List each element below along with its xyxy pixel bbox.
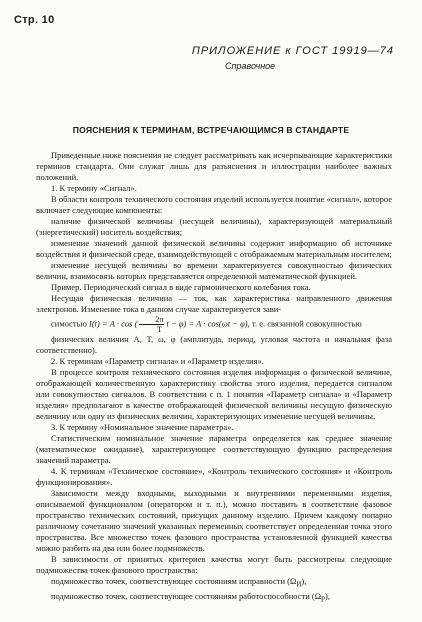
subset-subscript: И bbox=[296, 580, 302, 589]
paragraph: 3. К термину «Номинальное значение параметра». bbox=[51, 422, 234, 432]
formula-part-b: t − φ) = A · cos(ωt − φ), bbox=[166, 318, 250, 329]
formula-fraction bbox=[139, 315, 164, 334]
formula-line bbox=[36, 315, 392, 334]
subset-close: ), bbox=[324, 590, 330, 601]
paragraph: 2. К терминам «Параметр сигнала» и «Параметр изделия». bbox=[51, 356, 264, 366]
fraction-denominator: T bbox=[156, 325, 162, 334]
formula-part-a: I(t) = A · cos ( bbox=[89, 318, 138, 329]
paragraph: физических величин A, T, ω, φ (амплитуда, период, угловая частота и начальная фаза соответственно). bbox=[36, 334, 392, 355]
appendix-subtitle: Справочное bbox=[225, 61, 276, 71]
paragraph: 4. К терминам «Техническое состояние», «Контроль технического состояния» и «Контроль функционирования». bbox=[36, 466, 392, 487]
paragraph: изменение несущей величины во времени характеризуется совокупностью физических величин, взаимосвязь которых представляется определенной математической функцией. bbox=[36, 260, 392, 281]
paragraph-operable-subset bbox=[36, 591, 392, 606]
paragraph: Приведенные ниже пояснения не следует рассматривать как исчерпывающие характеристики терминов стандарта. Они служат лишь для разъяснения и иллюстрации наиболее важных положений. bbox=[36, 150, 392, 182]
formula-prefix: симостью bbox=[51, 318, 87, 329]
fraction-numerator: 2π bbox=[139, 315, 164, 325]
subset-text: подмножество точек, соответствующее состояниям работоспособности (Ω bbox=[51, 590, 322, 601]
appendix-title: ПРИЛОЖЕНИЕ к ГОСТ 19919—74 bbox=[191, 45, 394, 57]
subset-subscript: P bbox=[321, 595, 325, 604]
paragraph: Статистическим номинальное значение параметра определяется как среднее значение (математическое ожидание), характеризующее соответствующую функцию распределения значений параметра. bbox=[36, 433, 392, 465]
body-text bbox=[36, 150, 392, 605]
paragraph: 1. К термину «Сигнал». bbox=[51, 183, 137, 193]
subset-text: подмножество точек, соответствующее состояниям исправности (Ω bbox=[51, 576, 297, 586]
paragraph: В области контроля технического состояния изделий используется понятие «сигнал», которое включает следующие компоненты: bbox=[36, 194, 392, 215]
paragraph: В процессе контроля технического состояния изделия информация о физической величине, отображающей количественную характеристику свойства этого изделия, передается сигналом или совокупностью сигналов. В соответствии с п. 1 понятия «Параметр сигнала» и «Параметр изделия» предполагают в качестве отображающей физической величины несущую физическую величину или одну из физических величин, характеризующих изменение несущей величины. bbox=[36, 367, 392, 421]
paragraph: Пример. Периодический сигнал в виде гармонического колебания тока. bbox=[51, 282, 311, 292]
paragraph: Несущая физическая величина — ток, как характеристика направленного движения электронов. Изменение тока в данном случае характеризуется зави- bbox=[36, 293, 392, 314]
page-number: Стр. 10 bbox=[14, 14, 55, 26]
section-title: ПОЯСНЕНИЯ К ТЕРМИНАМ, ВСТРЕЧАЮЩИМСЯ В СТАНДАРТЕ bbox=[72, 125, 350, 135]
paragraph: наличие физической величины (несущей величины), характеризующей материальный (энергетический) носитель воздействия; bbox=[36, 216, 392, 237]
paragraph: изменение значений данной физической величины содержит информацию об источнике воздействия и физической среде, взаимодействующей с отображаемым материальным носителем; bbox=[36, 238, 392, 259]
formula-suffix: т. е. связанной совокупностью bbox=[251, 318, 362, 329]
subset-close: ), bbox=[301, 576, 307, 586]
paragraph: Зависимости между входными, выходными и внутренними переменными изделия, описываемой функционалом (оператором и т. п.), можно поставить в соответствие фазовое пространство технических состояний, присущих данному изделию. Причем каждому попарно различному сочетанию значений указанных переменных соответствует определенная точка этого пространства. Все множество точек фазового пространства установленной функцией качества можно разбить на два или более подмножеств. bbox=[36, 488, 392, 553]
paragraph-healthy-subset bbox=[36, 576, 392, 591]
paragraph: В зависимости от принятых критериев качества могут быть рассмотрены следующие подмножества точек фазового пространства: bbox=[36, 554, 392, 575]
